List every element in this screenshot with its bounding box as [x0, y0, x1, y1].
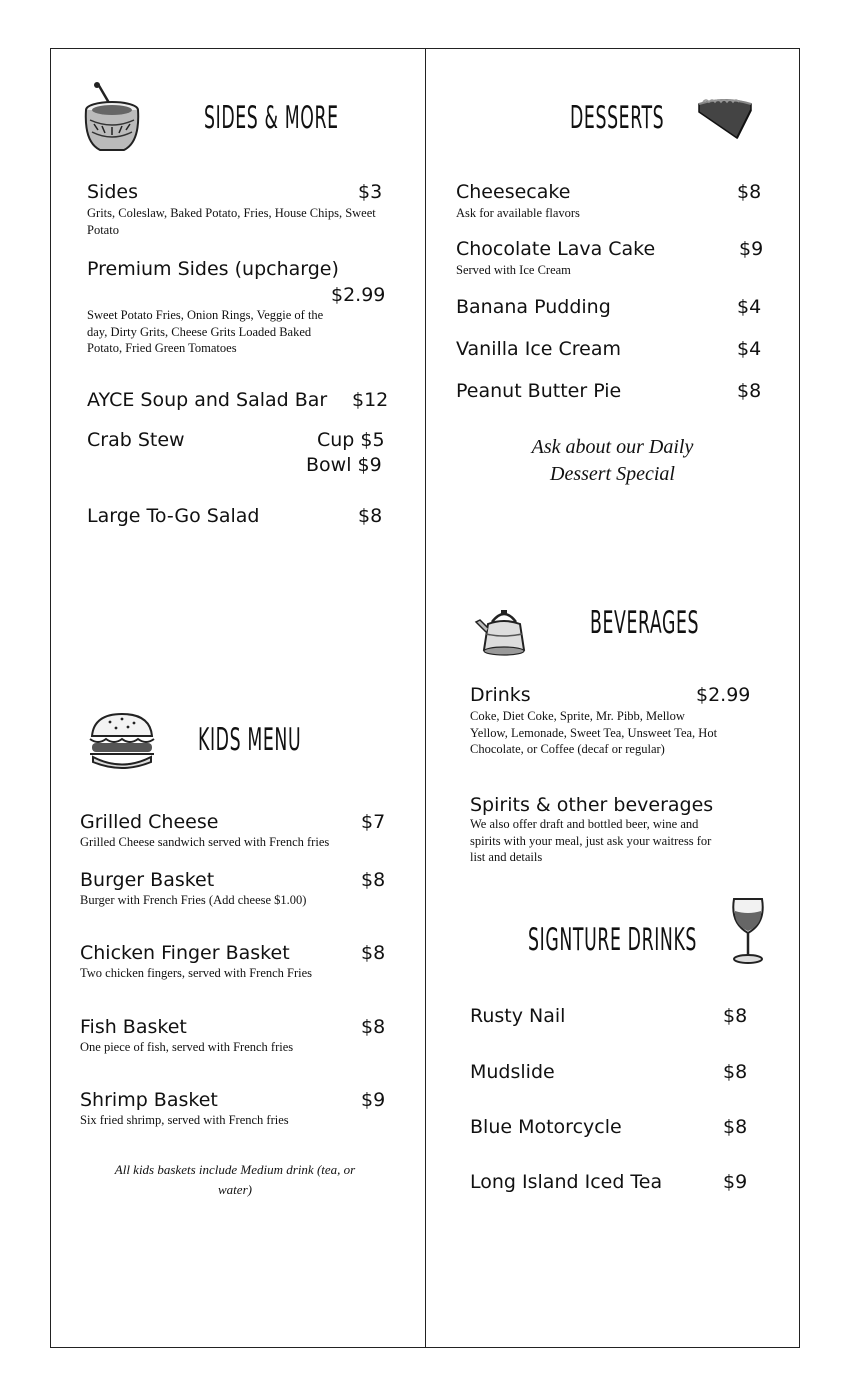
- column-divider: [425, 48, 426, 1348]
- grilled-cheese-desc: Grilled Cheese sandwich served with French fries: [80, 835, 330, 849]
- togo-salad-name: Large To-Go Salad: [87, 505, 260, 527]
- burger-basket-desc: Burger with French Fries (Add cheese $1.00): [80, 893, 307, 907]
- fish-basket-name: Fish Basket: [80, 1016, 187, 1038]
- premium-sides-price: $2.99: [331, 284, 386, 306]
- kettle-icon: [476, 604, 532, 658]
- mudslide-price: $8: [723, 1061, 748, 1083]
- beverages-heading: BEVERAGES: [590, 605, 700, 641]
- rusty-nail-price: $8: [723, 1005, 748, 1027]
- shrimp-basket-name: Shrimp Basket: [80, 1089, 218, 1111]
- blue-motorcycle-name: Blue Motorcycle: [470, 1116, 622, 1138]
- burger-icon: [88, 712, 156, 770]
- banana-pudding-price: $4: [737, 296, 762, 318]
- peanut-butter-pie-name: Peanut Butter Pie: [456, 380, 622, 402]
- cheesecake-name: Cheesecake: [456, 181, 571, 203]
- premium-sides-name: Premium Sides (upcharge): [87, 258, 339, 280]
- crab-stew-cup-price: Cup $5: [317, 429, 385, 451]
- burger-basket-price: $8: [361, 869, 386, 891]
- fish-basket-desc: One piece of fish, served with French fries: [80, 1040, 294, 1054]
- signature-heading: SIGNTURE DRINKS: [528, 922, 698, 958]
- desserts-heading: DESSERTS: [570, 100, 665, 136]
- crab-stew-name: Crab Stew: [87, 429, 185, 451]
- ayce-name: AYCE Soup and Salad Bar: [87, 389, 328, 411]
- lava-cake-desc: Served with Ice Cream: [456, 263, 571, 277]
- soup-pot-icon: [80, 82, 144, 154]
- chicken-finger-basket-desc: Two chicken fingers, served with French Fries: [80, 966, 313, 980]
- wine-glass-icon: [726, 895, 770, 965]
- fish-basket-price: $8: [361, 1016, 386, 1038]
- ayce-price: $12: [352, 389, 389, 411]
- shrimp-basket-desc: Six fried shrimp, served with French fries: [80, 1113, 289, 1127]
- vanilla-ice-cream-price: $4: [737, 338, 762, 360]
- banana-pudding-name: Banana Pudding: [456, 296, 611, 318]
- chicken-finger-basket-name: Chicken Finger Basket: [80, 942, 290, 964]
- sides-heading: SIDES & MORE: [204, 100, 339, 136]
- shrimp-basket-price: $9: [361, 1089, 386, 1111]
- lava-cake-price: $9: [739, 238, 764, 260]
- cheesecake-price: $8: [737, 181, 762, 203]
- blue-motorcycle-price: $8: [723, 1116, 748, 1138]
- peanut-butter-pie-price: $8: [737, 380, 762, 402]
- crab-stew-bowl-price: Bowl $9: [306, 454, 382, 476]
- kids-note: All kids baskets include Medium drink (tea, or water): [114, 1162, 356, 1197]
- drinks-name: Drinks: [470, 684, 531, 706]
- long-island-name: Long Island Iced Tea: [470, 1171, 663, 1193]
- sides-item-name: Sides: [87, 181, 138, 203]
- togo-salad-price: $8: [358, 505, 383, 527]
- cheesecake-desc: Ask for available flavors: [456, 206, 580, 220]
- long-island-price: $9: [723, 1171, 748, 1193]
- dessert-special-note: Ask about our Daily Dessert Special: [531, 436, 694, 485]
- sides-item-desc: Grits, Coleslaw, Baked Potato, Fries, House Chips, Sweet Potato: [87, 206, 376, 237]
- spirits-name: Spirits & other beverages: [470, 794, 714, 816]
- drinks-price: $2.99: [696, 684, 751, 706]
- lava-cake-name: Chocolate Lava Cake: [456, 238, 656, 260]
- spirits-desc: We also offer draft and bottled beer, wine and spirits with your meal, just ask your waitress for list and details: [470, 817, 712, 864]
- kids-heading: KIDS MENU: [198, 722, 302, 758]
- rusty-nail-name: Rusty Nail: [470, 1005, 566, 1027]
- cake-slice-icon: [697, 98, 753, 140]
- grilled-cheese-name: Grilled Cheese: [80, 811, 219, 833]
- burger-basket-name: Burger Basket: [80, 869, 215, 891]
- chicken-finger-basket-price: $8: [361, 942, 386, 964]
- mudslide-name: Mudslide: [470, 1061, 555, 1083]
- drinks-desc: Coke, Diet Coke, Sprite, Mr. Pibb, Mellow Yellow, Lemonade, Sweet Tea, Unsweet Tea, Hot Chocolate, or Coffee (decaf or regular): [470, 709, 718, 756]
- grilled-cheese-price: $7: [361, 811, 386, 833]
- vanilla-ice-cream-name: Vanilla Ice Cream: [456, 338, 622, 360]
- sides-item-price: $3: [358, 181, 383, 203]
- premium-sides-desc: Sweet Potato Fries, Onion Rings, Veggie of the day, Dirty Grits, Cheese Grits Loaded Baked Potato, Fried Green Tomatoes: [87, 308, 324, 355]
